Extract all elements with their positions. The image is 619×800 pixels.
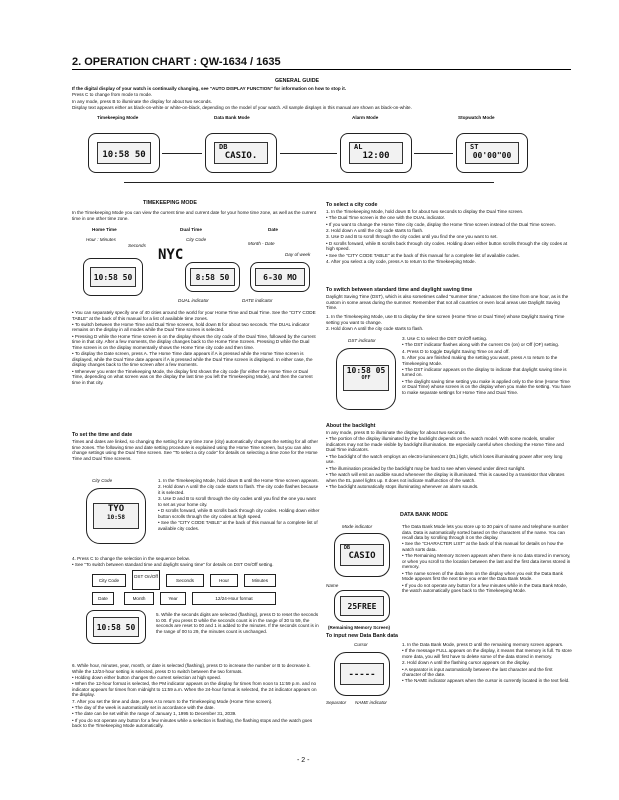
city-code-label: City Code [92, 478, 113, 483]
remaining-memory-label: (Remaining Memory Screen) [328, 625, 391, 630]
mode-label: Stopwatch Mode [458, 115, 495, 120]
step-4: 4. Press C to change the selection in the sequence below. [72, 556, 190, 561]
guide-line: If the digital display of your watch is continually changing, see "AUTO DISPLAY FUNCTION" for information on how to stop it. [72, 86, 347, 91]
mode-label: Timekeeping Mode [97, 115, 139, 120]
input-heading: To input new Data Bank data [326, 633, 399, 639]
databank-text: The Data Bank Mode lets you store up to 30 pairs of name and telephone number data. Data is automatically sorted based on the characters of the name. You can recall data by scrolling through it on the display. • See the "CHARACTER LIST" at the back of this manual for details on how the watch sorts data. • The Remaining Memory Screen appears when there is no data stored in memory, or when you scroll to the location between the last and the first data items stored in memory. • The name screen of the data item on the display when you exit the Data Bank Mode appears first the next time you enter the Data Bank Mode. • If you do not operate any button for a few minutes while in the Data Bank Mode, the watch automatically goes back to the Timekeeping Mode. [402, 524, 572, 595]
watch-display: ST 00'00"00 [465, 142, 519, 164]
callout-day-of-week: Day of week [285, 252, 311, 257]
dst-indicator-label: DST indicator [348, 338, 376, 343]
watch-alarm [340, 133, 412, 173]
name-indicator-label: NAME indicator [355, 700, 387, 705]
flow-date: Date [92, 592, 114, 605]
dst-intro: Daylight Saving Time (DST), which is also sometimes called "summer time," advances the time from one hour, as is the custom in some areas during the summer. Remember that not all countries or even local areas use Daylight Saving Time. [326, 294, 569, 311]
flow-dst: DST On/Off [132, 570, 160, 590]
watch-dual-time [185, 262, 240, 292]
col-label-date: Date [268, 227, 278, 232]
timekeeping-heading: TIMEKEEPING MODE [143, 200, 197, 206]
step-4-note: • See "To switch between standard time and daylight saving time" for details on DST On/Off setting. [72, 562, 274, 567]
watch-display: 10:58 05 OFF [343, 365, 389, 391]
watch-display: AL 12:00 [349, 142, 403, 164]
mode-arrow [280, 153, 337, 154]
callout-date-indicator: DATE indicator [242, 298, 273, 303]
backlight-heading: About the backlight [326, 423, 376, 429]
step-5: 5. While the seconds digits are selected (flashing), press D to reset the seconds to 00. If you press D while the seconds count is in the range of 30 to 59, the seconds are reset to 00 and 1 is added to the minutes. If the seconds count is in the range of 00 to 29, the minutes count is unchanged. [156, 612, 319, 634]
watch-display: 10:58 50 [93, 617, 139, 637]
watch-timekeeping [88, 133, 160, 173]
dual-city-display: NYC [158, 247, 184, 263]
flow-hour: Hour [210, 574, 238, 587]
watch-display: 10:58 50 [97, 142, 151, 164]
watch-display: 8:58 50 [190, 268, 235, 286]
watch-set-seconds [86, 610, 146, 644]
timekeeping-bullets: • You can separately specify one of 40 cities around the world for your Home Time and Dual Time. See the "CITY CODE TABLE" at the back of this manual for a list of available time zones. • To switch between the Home Time and Dual Time screens, hold down B for about two seconds. The DUAL indicator remains on the display in all modes while the Dual Time screen is selected. • Pressing D while the Home Time screen is on the display shows the city code of the Dual Time, followed by the current time in that city. After a few moments, the display changes back to the Home Time Screen. Pressing D while the Dual Time screen is on the display momentarily shows the Home Time city code and then time. • To display the Date screen, press A. The Home Time date appears if A is pressed while the Home Time screen is displayed, while the Dual Time date appears if A is pressed while the Dual Time screen is displayed. In either case, the display changes back to the time screen after a few moments. • Whenever you enter the Timekeeping Mode, the display first shows the city code (for either the Home Time or Dual Time, depending on what screen was on the display the last time you left the Timekeeping Mode), and then the current time in that city. [72, 310, 320, 386]
watch-date [250, 262, 310, 292]
select-city-steps: 1. In the Timekeeping Mode, hold down B for about two seconds to display the Dual Time screen. • The Dual Time screen is the one with the DUAL indicator. • If you want to change the Home Time city code, display the Home Time screen instead of the Dual Time screen. 2. Hold down A until the city code starts to flash. 3. Use D and B to scroll through the city codes until you find the one you want to set. • D scrolls forward, while B scrolls back through city codes. Holding down either button scrolls through the city codes at high speed. • See the "CITY CODE TABLE" at the back of this manual for a complete list of available codes. 4. After you select a city code, press A to return to the Timekeeping Mode. [326, 209, 568, 264]
watch-display: 6-30 MO [255, 268, 305, 286]
watch-remaining [334, 590, 390, 622]
watch-home-time [83, 258, 143, 296]
callout-city-code: City Code [186, 237, 207, 242]
callout-dual-indicator: DUAL indicator [178, 298, 209, 303]
select-city-heading: To select a city code [326, 202, 378, 208]
guide-line: In any mode, press B to illuminate the display for about two seconds. [72, 98, 212, 104]
set-time-rest: 6. While hour, minutes, year, month, or date is selected (flashing), press D to increase the number or B to decrease it. While the 12/24-hour setting is selected, press D to switch between the two formats. • Holding down either button changes the current selection at high speed. • When the 12-hour format is selected, the PM indicator appears on the display for times from noon to 11:59 p.m. and no indicator appears for times from midnight to 11:59 a.m. When the 24-hour format is selected, the 24 indicator appears on the display. 7. After you set the time and date, press A to return to the Timekeeping Mode (Home Time screen). • The day of the week is automatically set in accordance with the date. • The date can be set within the range of January 1, 1995 to December 31, 2039. • If you do not operate any button for a few minutes while a selection is flashing, the flashing stops and the watch goes back to the Timekeeping Mode automatically. [72, 663, 317, 729]
guide-line: Display text appears either as black-on-white or white-on-black, depending on the model of your watch. All sample displays in this manual are shown as black-on-white. [72, 105, 412, 111]
set-time-intro: Times and dates are linked, so changing the setting for any time zone (city) automatically changes the setting for all other time zones. The following time and date setting procedure is explained using the Home Time screen, but you can also change settings using the Dual Time screen. See "To select a city code" for details on selecting a time zone for the Home Time and Dual Time screens. [72, 439, 318, 461]
mode-label: Alarm Mode [352, 115, 379, 120]
cursor-label: Cursor [354, 642, 368, 647]
general-guide-text [72, 86, 572, 111]
page-title: 2. OPERATION CHART : QW-1634 / 1635 [72, 56, 281, 68]
set-time-steps: 1. In the Timekeeping Mode, hold down B until the Home Time screen appears. 2. Hold down A until the city code starts to flash. The city code flashes because it is selected. 3. Use D and B to scroll through the city codes until you find the one you want to set as your home city. • D scrolls forward, while B scrolls back through city codes. Holding down either button scrolls through the city codes at high speed. • See the "CITY CODE TABLE" at the back of this manual for a complete list of available city codes. [158, 478, 320, 531]
watch-databank [205, 133, 277, 173]
callout-seconds: Seconds [128, 243, 146, 248]
backlight-text: In any mode, press B to illuminate the display for about two seconds. • The portion of the display illuminated by the backlight depends on the watch model. With some models, smaller indicators may not be made visible by backlight illumination. Be especially careful when checking the Home Time and Dual Time indicators. • The backlight of the watch employs an electro-luminescent (EL) light, which loses illuminating power after very long use. • The illumination provided by the backlight may be hard to see when viewed under direct sunlight. • The watch will emit an audible sound whenever the display is illuminated. This is caused by a transistor that vibrates when the EL panel lights up. It does not indicate malfunction of the watch. • The backlight automatically stops illuminating whenever an alarm sounds. [326, 430, 572, 490]
set-time-heading: To set the time and date [72, 432, 133, 438]
flow-month: Month [124, 592, 154, 605]
flow-seconds: Seconds [166, 574, 204, 587]
callout-month-date: Month - Date [248, 241, 275, 246]
flow-city-code: City Code [92, 574, 126, 587]
name-label: Name [326, 583, 339, 588]
mode-label: Data Bank Mode [214, 115, 250, 120]
return-arrow [124, 182, 494, 183]
watch-display: TYO 10:58 [93, 503, 139, 529]
title-rule [72, 69, 571, 70]
watch-display: ----- [340, 663, 384, 685]
mode-arrow [162, 153, 202, 154]
watch-dst [336, 348, 396, 410]
col-label-home: Home Time [92, 227, 117, 232]
flow-12-24: 12/24-Hour format [192, 592, 276, 605]
dst-steps-b: 3. Use C to select the DST On/Off setting. • The DST indicator flashes along with the current On (on) or Off (OF) setting. 4. Press D to toggle Daylight Saving Time on and off. 5. After you are finished making the setting you want, press A to return to the Timekeeping Mode. • The DST indicator appears on the display to indicate that daylight saving time is turned on. • The daylight saving time setting you make is applied only to the time (Home Time or Dual Time) whose screen is on the display when you make the setting. You have to make separate settings for Home Time and Dual Time. [402, 336, 571, 395]
watch-display: DB CASIO [340, 544, 384, 566]
watch-stopwatch [456, 133, 528, 173]
page-number: - 2 - [297, 757, 310, 764]
input-steps: 1. In the Data Bank Mode, press D until the remaining memory screen appears. • If the message FULL appears on the display, it means that memory is full. To store more data, you will first have to delete some of the data stored in memory. 2. Hold down A until the flashing cursor appears on the display. • A separator is input automatically between the last character and the first character of the date. • The NAME indicator appears when the cursor is currently located in the text field. [402, 642, 572, 684]
col-label-dual: Dual Time [180, 227, 202, 232]
mode-indicator-label: Mode indicator [342, 524, 373, 529]
timekeeping-intro: In the Timekeeping Mode you can view the current time and current date for your home time zone, as well as the current time in one other time zone. [72, 210, 317, 221]
watch-display: DB CASIO. [214, 142, 268, 164]
callout-hour-min: Hour : Minutes [86, 237, 116, 242]
separator-label: Separator [326, 700, 347, 705]
flow-minutes: Minutes [244, 574, 276, 587]
watch-display: 25FREE [340, 596, 384, 616]
flow-year: Year [160, 592, 186, 605]
dst-heading: To switch between standard time and daylight saving time [326, 287, 473, 293]
watch-input [334, 652, 390, 696]
watch-databank-name [334, 533, 390, 577]
dst-steps-a: 1. In the Timekeeping Mode, use B to display the time screen (Home Time or Dual Time) whose Daylight Saving Time setting you want to change. 2. Hold down A until the city code starts to flash. [326, 314, 565, 331]
guide-line: Press C to change from mode to mode. [72, 92, 153, 98]
watch-set-city [86, 488, 146, 544]
mode-arrow [414, 153, 453, 154]
watch-display: 10:58 50 [90, 267, 136, 287]
general-guide-heading: GENERAL GUIDE [275, 78, 320, 84]
databank-heading: DATA BANK MODE [400, 512, 448, 518]
